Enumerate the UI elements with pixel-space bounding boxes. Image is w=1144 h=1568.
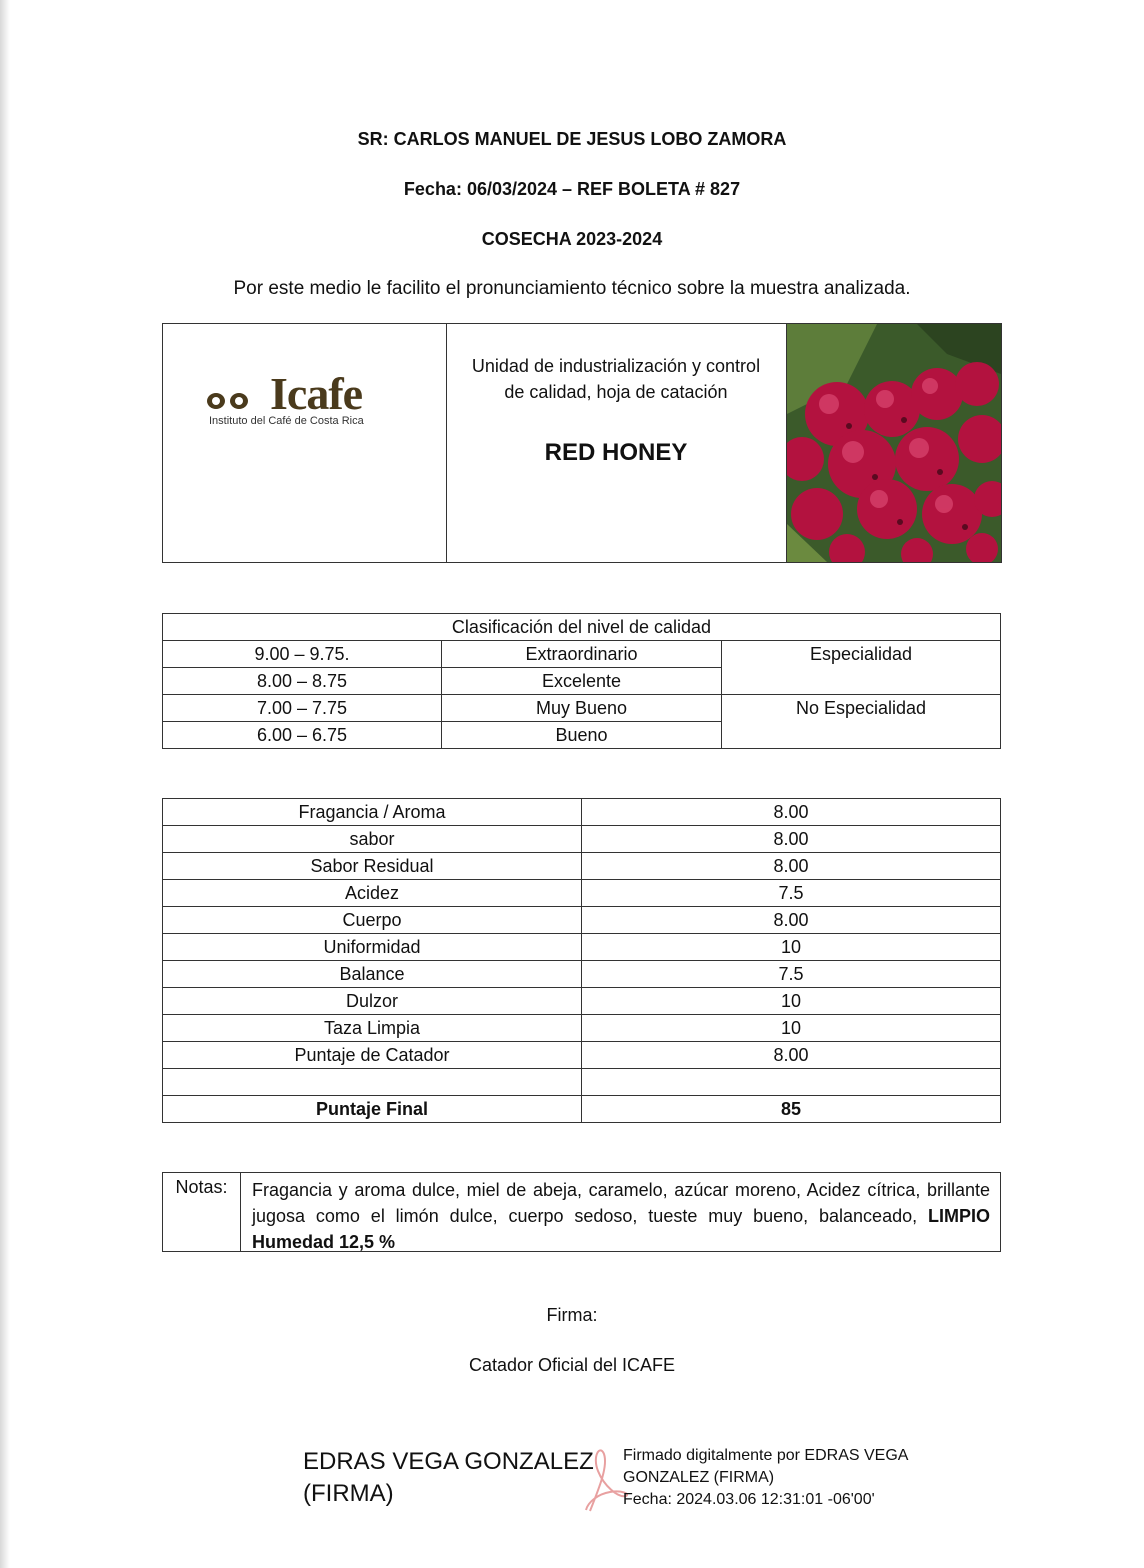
score-attribute: Cuerpo	[163, 907, 582, 934]
icafe-logo	[206, 367, 362, 420]
score-attribute: Dulzor	[163, 988, 582, 1015]
table-row	[163, 907, 1001, 934]
score-attribute: Uniformidad	[163, 934, 582, 961]
score-attribute: sabor	[163, 826, 582, 853]
unit-line-1: Unidad de industrialización y control	[471, 356, 761, 376]
table-row	[163, 853, 1001, 880]
table-row	[163, 1042, 1001, 1069]
product-name: RED HONEY	[544, 439, 688, 466]
logo-subtitle: Instituto del Café de Costa Rica	[209, 415, 364, 427]
unit-cell	[446, 324, 787, 562]
intro-line: Por este medio le facilito el pronunciamiento técnico sobre la muestra analizada.	[233, 278, 911, 299]
official-taster: Catador Oficial del ICAFE	[468, 1355, 676, 1375]
score-value: 10	[582, 934, 1001, 961]
quality-range-cell: 8.00 – 8.75	[163, 668, 442, 695]
recipient-line: SR: CARLOS MANUEL DE JESUS LOBO ZAMORA	[357, 129, 787, 149]
table-row	[163, 826, 1001, 853]
table-row	[163, 934, 1001, 961]
table-row	[163, 1015, 1001, 1042]
notes-text	[252, 1177, 990, 1255]
digital-signature-details	[623, 1445, 908, 1511]
quality-label-cell: Excelente	[442, 668, 722, 695]
quality-label-cell: Extraordinario	[442, 641, 722, 668]
logo-cell	[163, 324, 447, 562]
signer-name-line-2: (FIRMA)	[303, 1480, 394, 1507]
table-row	[163, 988, 1001, 1015]
score-value: 8.00	[582, 1042, 1001, 1069]
non-specialty-group-cell: No Especialidad	[722, 695, 1001, 749]
date-ref-line: Fecha: 06/03/2024 – REF BOLETA # 827	[403, 179, 741, 199]
digital-line-1: Firmado digitalmente por EDRAS VEGA	[623, 1447, 909, 1464]
logo-beans-icon	[206, 383, 276, 411]
scores-table	[162, 798, 1001, 1123]
table-row	[163, 961, 1001, 988]
unit-description	[446, 324, 786, 405]
quality-range-cell: 7.00 – 7.75	[163, 695, 442, 722]
notes-label: Notas:	[163, 1173, 241, 1251]
table-row	[163, 880, 1001, 907]
coffee-cherries-image	[787, 324, 1001, 562]
score-attribute: Acidez	[163, 880, 582, 907]
digital-line-3: Fecha: 2024.03.06 12:31:01 -06'00'	[623, 1491, 875, 1508]
table-row	[163, 799, 1001, 826]
final-score-row	[163, 1096, 1001, 1123]
score-value: 8.00	[582, 826, 1001, 853]
score-attribute: Fragancia / Aroma	[163, 799, 582, 826]
final-score-label: Puntaje Final	[163, 1096, 582, 1123]
score-value: 7.5	[582, 961, 1001, 988]
signer-name-line-1: EDRAS VEGA GONZALEZ	[303, 1448, 594, 1475]
quality-label-cell: Bueno	[442, 722, 722, 749]
empty-row	[163, 1069, 1001, 1096]
logo-text: Icafe	[270, 368, 363, 419]
notes-body: Fragancia y aroma dulce, miel de abeja, caramelo, azúcar moreno, Acidez cítrica, brillante jugosa como el limón dulce, cuerpo sedoso, tueste muy bueno, balanceado,	[252, 1180, 990, 1226]
notes-box	[162, 1172, 1001, 1252]
score-value: 7.5	[582, 880, 1001, 907]
score-value: 8.00	[582, 799, 1001, 826]
quality-label-cell: Muy Bueno	[442, 695, 722, 722]
quality-range-cell: 9.00 – 9.75.	[163, 641, 442, 668]
signer-name	[303, 1446, 594, 1510]
score-value: 8.00	[582, 853, 1001, 880]
score-attribute: Balance	[163, 961, 582, 988]
notes-bold: LIMPIO Humedad 12,5 %	[252, 1206, 990, 1252]
specialty-group-cell: Especialidad	[722, 641, 1001, 695]
firma-label: Firma:	[546, 1305, 598, 1325]
header-box	[162, 323, 1002, 563]
harvest-line: COSECHA 2023-2024	[481, 229, 663, 249]
unit-line-2: de calidad, hoja de catación	[504, 382, 728, 402]
empty-cell	[582, 1069, 1001, 1096]
coffee-cherries-photo	[787, 324, 1001, 562]
score-value: 10	[582, 988, 1001, 1015]
score-value: 10	[582, 1015, 1001, 1042]
quality-range-cell: 6.00 – 6.75	[163, 722, 442, 749]
score-attribute: Puntaje de Catador	[163, 1042, 582, 1069]
score-attribute: Taza Limpia	[163, 1015, 582, 1042]
final-score-value: 85	[582, 1096, 1001, 1123]
empty-cell	[163, 1069, 582, 1096]
quality-table-title: Clasificación del nivel de calidad	[163, 614, 1001, 641]
score-value: 8.00	[582, 907, 1001, 934]
digital-line-2: GONZALEZ (FIRMA)	[623, 1469, 775, 1486]
quality-classification-table	[162, 613, 1001, 749]
score-attribute: Sabor Residual	[163, 853, 582, 880]
